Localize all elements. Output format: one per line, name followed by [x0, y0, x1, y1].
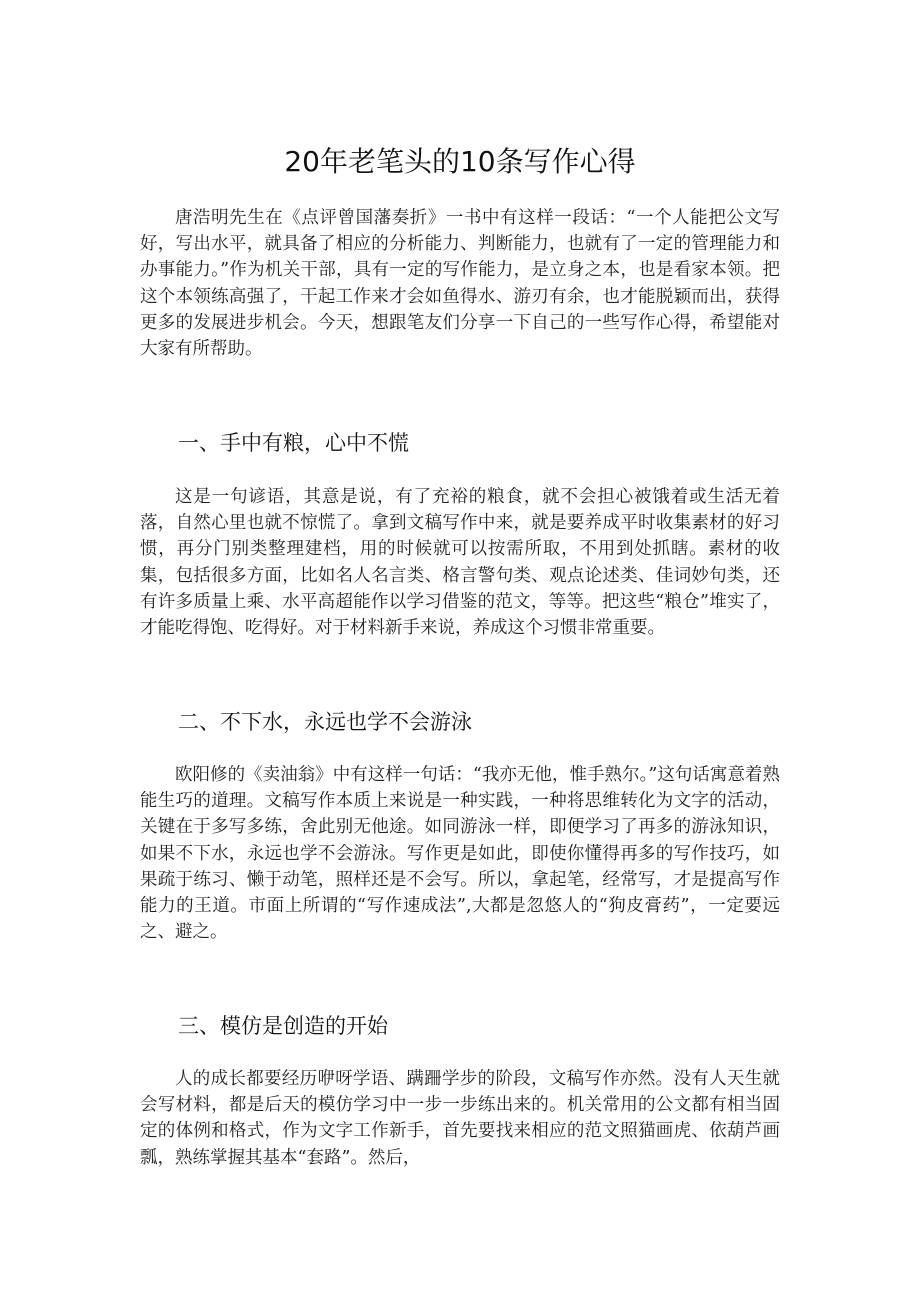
section-heading-3: 三、模仿是创造的开始 [178, 1014, 388, 1038]
section-body-2: 欧阳修的《卖油翁》中有这样一句话：“我亦无他，惟手熟尔。”这句话寓意着熟能生巧的道理。文稿写作本质上来说是一种实践，一种将思维转化为文字的活动，关键在于多写多练，舍此别无他途。如同游泳一样，即便学习了再多的游泳知识，如果不下水，永远也学不会游泳。写作更是如此，即使你懂得再多的写作技巧，如果疏于练习、懒于动笔，照样还是不会写。所以，拿起笔，经常写，才是提高写作能力的王道。市面上所谓的“写作速成法”,大都是忽悠人的“狗皮膏药”，一定要远之、避之。 [140, 765, 780, 943]
section-body-1: 这是一句谚语，其意是说，有了充裕的粮食，就不会担心被饿着或生活无着落，自然心里也就不惊慌了。拿到文稿写作中来，就是要养成平时收集素材的好习惯，再分门别类整理建档，用的时候就可以按需所取，不用到处抓瞎。素材的收集，包括很多方面，比如名人名言类、格言警句类、观点论述类、佳词妙句类，还有许多质量上乘、水平高超能作以学习借鉴的范文，等等。把这些“粮仓”堆实了，才能吃得饱、吃得好。对于材料新手来说，养成这个习惯非常重要。 [140, 487, 780, 639]
section-body-3: 人的成长都要经历咿呀学语、蹒跚学步的阶段，文稿写作亦然。没有人天生就会写材料，都是后天的模仿学习中一步一步练出来的。机关常用的公文都有相当固定的体例和格式，作为文字工作新手，首先要找来相应的范文照猫画虎、依葫芦画瓢，熟练掌握其基本“套路”。然后， [140, 1069, 780, 1168]
intro-paragraph: 唐浩明先生在《点评曾国藩奏折》一书中有这样一段话：“一个人能把公文写好，写出水平，就具备了相应的分析能力、判断能力，也就有了一定的管理能力和办事能力。”作为机关干部，具有一定的写作能力，是立身之本，也是看家本领。把这个本领练高强了，干起工作来才会如鱼得水、游刃有余，也才能脱颖而出，获得更多的发展进步机会。今天，想跟笔友们分享一下自己的一些写作心得，希望能对大家有所帮助。 [140, 208, 780, 360]
document-title: 20年老笔头的10条写作心得 [284, 145, 636, 178]
section-heading-1: 一、手中有粮，心中不慌 [178, 431, 409, 455]
section-heading-2: 二、不下水，永远也学不会游泳 [178, 710, 472, 734]
